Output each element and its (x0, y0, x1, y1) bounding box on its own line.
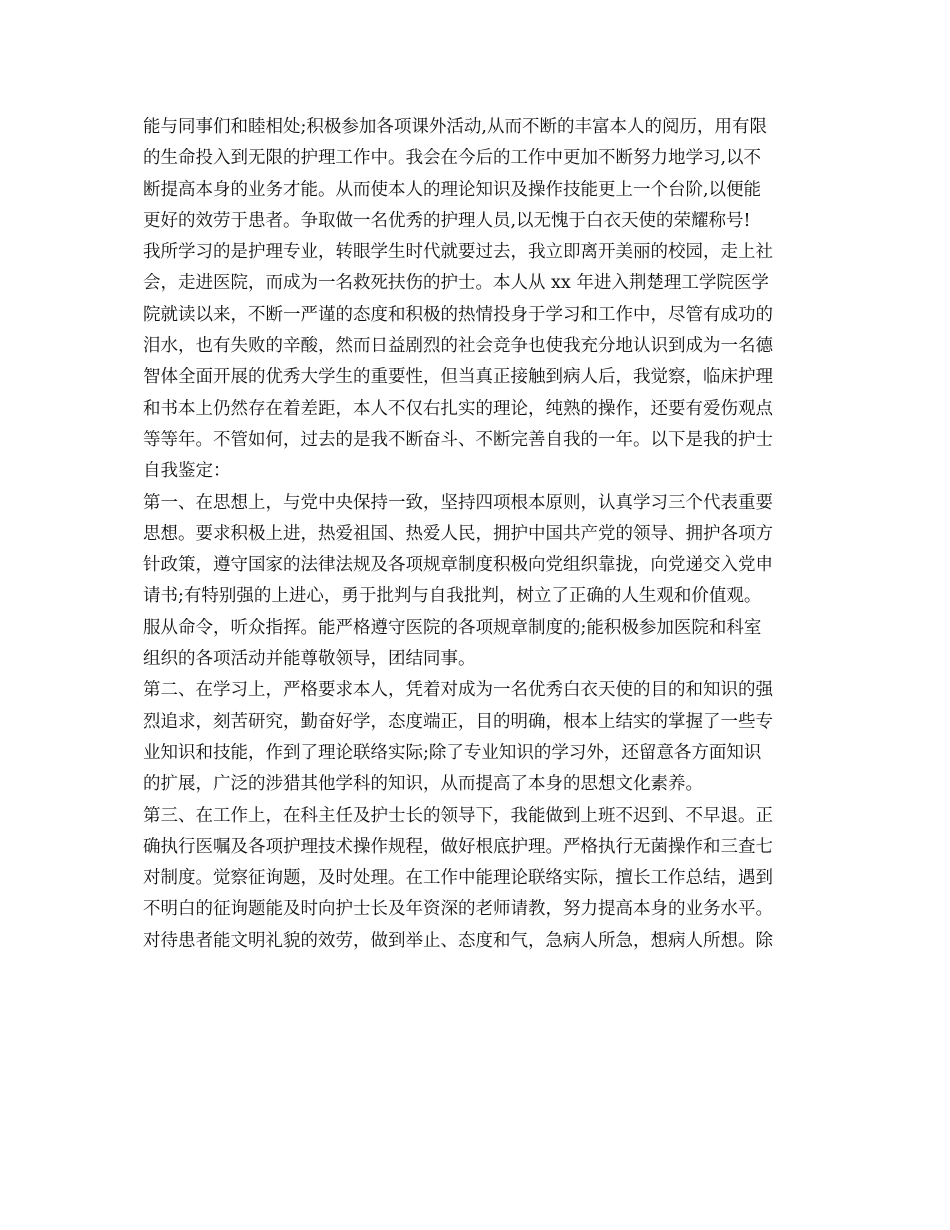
text-line: 思想。要求积极上进，热爱祖国、热爱人民，拥护中国共产党的领导、拥护各项方 (143, 523, 773, 544)
text-line: 的扩展，广泛的涉猎其他学科的知识，从而提高了本身的思想文化素养。 (143, 774, 703, 795)
text-line: 智体全面开展的优秀大学生的重要性，但当真正接触到病人后，我觉察，临床护理 (143, 367, 773, 388)
text-line: 泪水，也有失败的辛酸，然而日益剧烈的社会竞争也使我充分地认识到成为一名德 (143, 336, 773, 357)
text-line: 第一、在思想上，与党中央保持一致，坚持四项根本原则，认真学习三个代表重要 (143, 492, 773, 513)
text-line: 我所学习的是护理专业，转眼学生时代就要过去，我立即离开美丽的校园，走上社 (143, 242, 773, 263)
text-line: 第三、在工作上，在科主任及护士长的领导下，我能做到上班不迟到、不早退。正 (143, 805, 773, 826)
text-line: 第二、在学习上，严格要求本人，凭着对成为一名优秀白衣天使的目的和知识的强 (143, 680, 773, 701)
text-line: 院就读以来，不断一严谨的态度和积极的热情投身于学习和工作中，尽管有成功的 (143, 304, 773, 325)
text-line: 确执行医嘱及各项护理技术操作规程，做好根底护理。严格执行无菌操作和三查七 (143, 836, 773, 857)
text-line: 服从命令，听众指挥。能严格遵守医院的各项规章制度的;能积极参加医院和科室 (143, 617, 762, 638)
text-line: 对制度。觉察征询题，及时处理。在工作中能理论联络实际，擅长工作总结，遇到 (143, 868, 773, 889)
text-line: 业知识和技能，作到了理论联络实际;除了专业知识的学习外，还留意各方面知识 (143, 742, 762, 763)
text-line: 烈追求，刻苦研究，勤奋好学，态度端正，目的明确，根本上结实的掌握了一些专 (143, 711, 773, 732)
body-text (143, 112, 823, 957)
text-line: 组织的各项活动并能尊敬领导，团结同事。 (143, 649, 476, 670)
text-line: 针政策，遵守国家的法律法规及各项规章制度积极向党组织靠拢，向党递交入党申 (143, 555, 773, 576)
text-line: 自我鉴定： (143, 461, 231, 482)
text-line: 的生命投入到无限的护理工作中。我会在今后的工作中更加不断努力地学习,以不 (143, 148, 762, 169)
text-line: 能与同事们和睦相处;积极参加各项课外活动,从而不断的丰富本人的阅历，用有限 (143, 117, 767, 137)
text-line: 更好的效劳于患者。争取做一名优秀的护理人员,以无愧于白衣天使的荣耀称号! (143, 210, 751, 231)
text-line: 请书;有特别强的上进心，勇于批判与自我批判，树立了正确的人生观和价值观。 (143, 586, 762, 607)
text-line: 会，走进医院，而成为一名救死扶伤的护士。本人从 xx 年进入荆楚理工学院医学 (143, 273, 769, 294)
text-line: 断提高本身的业务才能。从而使本人的理论知识及操作技能更上一个台阶,以便能 (143, 179, 762, 200)
text-line: 对待患者能文明礼貌的效劳，做到举止、态度和气，急病人所急，想病人所想。除 (143, 930, 773, 951)
text-line: 等等年。不管如何，过去的是我不断奋斗、不断完善自我的一年。以下是我的护士 (143, 429, 773, 450)
text-line: 不明白的征询题能及时向护士长及年资深的老师请教，努力提高本身的业务水平。 (143, 899, 773, 920)
text-line: 和书本上仍然存在着差距，本人不仅右扎实的理论，纯熟的操作，还要有爱伤观点 (143, 398, 773, 419)
